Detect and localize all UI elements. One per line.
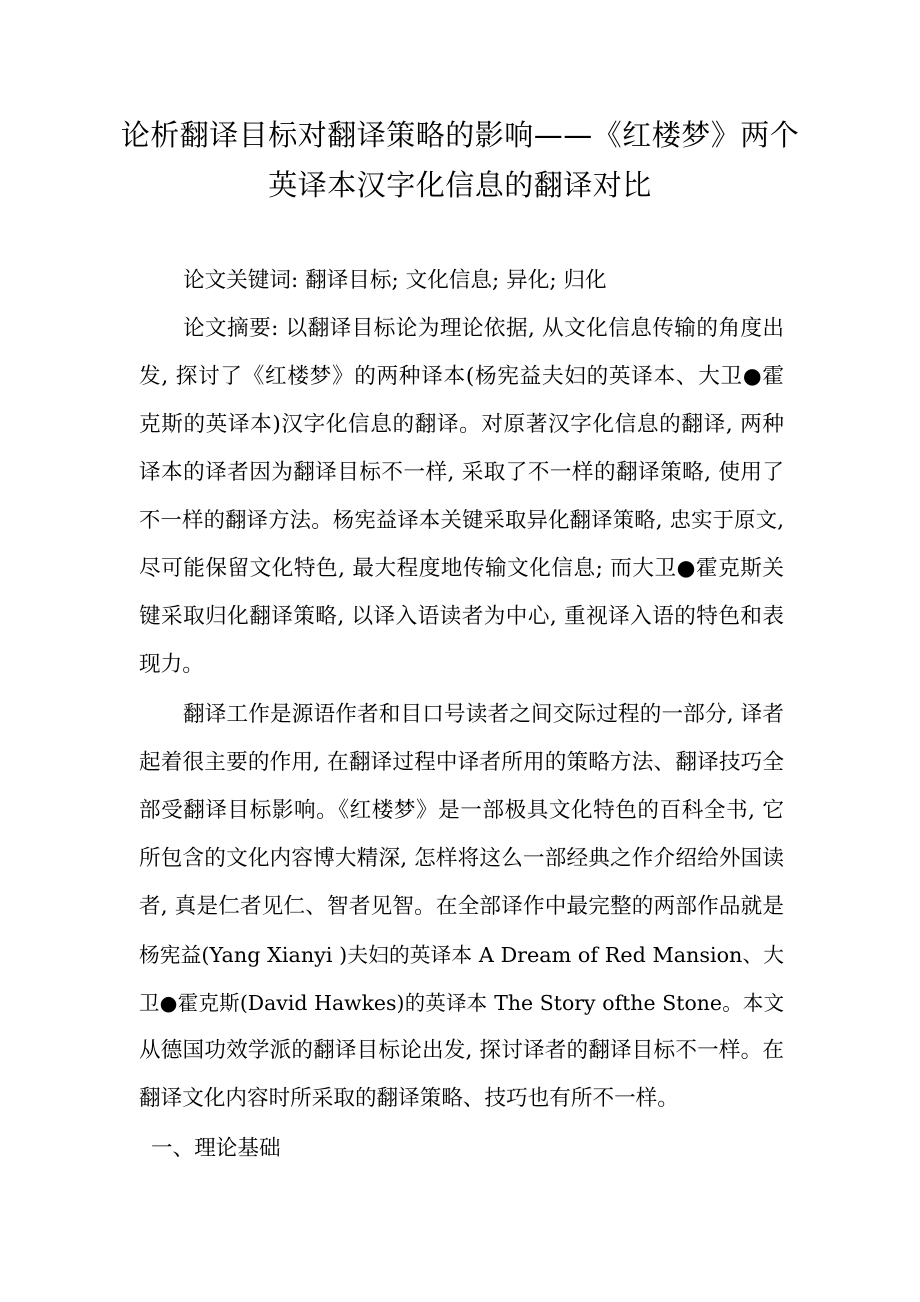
abstract-line: 发, 探讨了《红楼梦》的两种译本(杨宪益夫妇的英译本、大卫●霍 <box>139 364 784 389</box>
body-line: 杨宪益(Yang Xianyi )夫妇的英译本 A Dream of Red Mansion、大 <box>139 943 784 967</box>
body-line: 者, 真是仁者见仁、智者见智。在全部译作中最完整的两部作品就是 <box>139 894 784 919</box>
abstract-line: 尽可能保留文化特色, 最大程度地传输文化信息; 而大卫●霍克斯关 <box>139 556 784 581</box>
abstract-line: 现力。 <box>139 652 204 677</box>
abstract-line: 克斯的英译本)汉字化信息的翻译。对原著汉字化信息的翻译, 两种 <box>139 412 784 437</box>
body-line: 起着很主要的作用, 在翻译过程中译者所用的策略方法、翻译技巧全 <box>139 750 784 775</box>
body-line: 翻译文化内容时所采取的翻译策略、技巧也有所不一样。 <box>139 1086 679 1111</box>
body-line: 翻译工作是源语作者和目口号读者之间交际过程的一部分, 译者 <box>183 702 784 727</box>
abstract-line: 论文摘要: 以翻译目标论为理论依据, 从文化信息传输的角度出 <box>183 316 784 341</box>
body-line: 部受翻译目标影响。《红楼梦》是一部极具文化特色的百科全书, 它 <box>139 798 784 823</box>
document-title-line-1: 论析翻译目标对翻译策略的影响——《红楼梦》两个 <box>120 118 800 152</box>
abstract-line: 键采取归化翻译策略, 以译入语读者为中心, 重视译入语的特色和表 <box>139 604 784 629</box>
body-line: 从德国功效学派的翻译目标论出发, 探讨译者的翻译目标不一样。在 <box>139 1038 784 1063</box>
section-heading: 一、理论基础 <box>151 1136 281 1161</box>
body-line: 所包含的文化内容博大精深, 怎样将这么一部经典之作介绍给外国读 <box>139 846 784 871</box>
body-line: 卫●霍克斯(David Hawkes)的英译本 The Story ofthe Stone。本文 <box>139 991 784 1015</box>
abstract-line: 译本的译者因为翻译目标不一样, 采取了不一样的翻译策略, 使用了 <box>139 460 784 485</box>
document-title-line-2: 英译本汉字化信息的翻译对比 <box>268 168 652 202</box>
abstract-line: 不一样的翻译方法。杨宪益译本关键采取异化翻译策略, 忠实于原文, <box>139 508 784 533</box>
keywords: 论文关键词: 翻译目标; 文化信息; 异化; 归化 <box>183 268 607 293</box>
